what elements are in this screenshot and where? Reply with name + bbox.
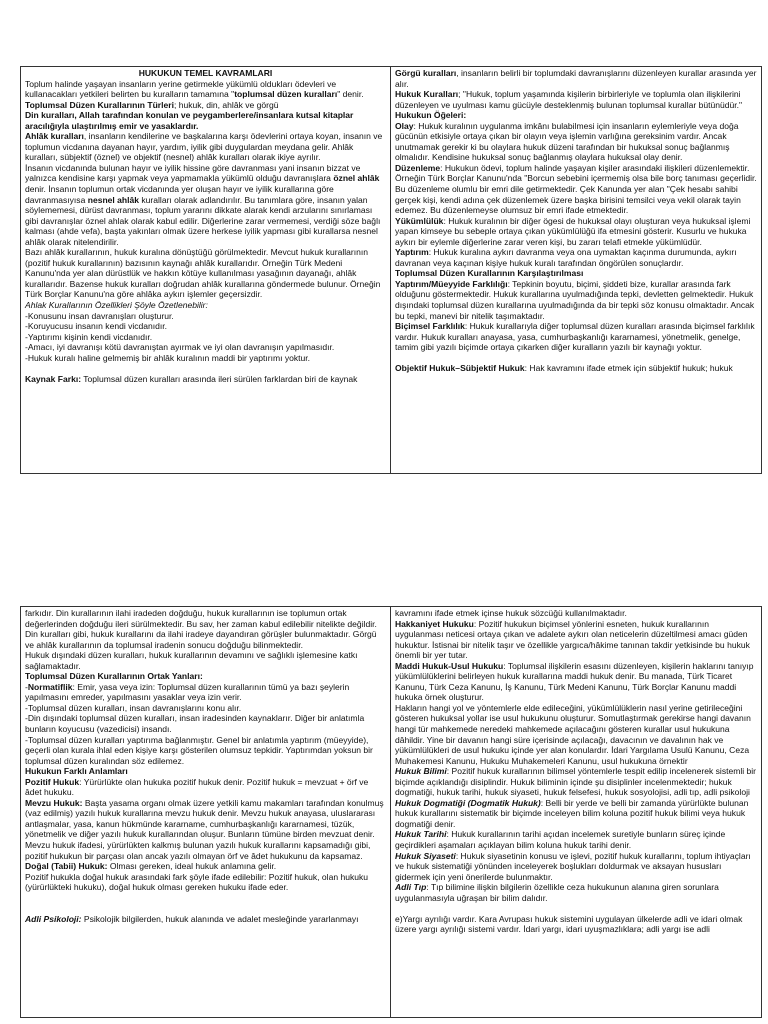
paragraph [395, 829, 757, 850]
bold-term: Yaptırım [395, 247, 429, 258]
text-run: : Hukuk kuralının bir diğer ögesi de hukuksal olayı oluşturan veya hukuksal işlemi yapan kimseye bu sebeple ortaya çıkan yükümlülüğü ifa etmesini gösterir. Kusurlu ve hukuka aykırı bir eylemle diğerlerine zarar veren kişi, bu zararı telafi etmekle yükümlüdür. [395, 215, 751, 247]
paragraph [395, 163, 757, 216]
text-run: -Din dışındaki toplumsal düzen kuralları, insan iradesinden kaynaklarır. Diğer bir anlatımla bunların koyucusu (vazedicisi) insandı. [25, 713, 365, 735]
document-title [25, 68, 386, 79]
paragraph [25, 703, 386, 714]
paragraph [395, 216, 757, 248]
bold-term: nesnel ahlâk [87, 194, 140, 205]
paragraph [25, 798, 386, 861]
bold-term: Ahlâk kuralları [25, 131, 84, 142]
text-run: : Pozitif hukukun biçimsel yönlerini esneten, hukuk kurallarının uygulanması neticesi ortaya çıkan ve adalete aykırı olan neticelerin düzeltilmesi amacı güden hukuktur. İstisnai bir nitelik taşır ve özellikle yargıca/hâkime tanınan takdir yetkisinde bu hukuk önemli bir yer tutar. [395, 618, 750, 661]
paragraph [25, 608, 386, 650]
text-run: ; hukuk, din, ahlâk ve görgü [173, 99, 279, 110]
paragraph [395, 279, 757, 321]
text-run: : Hukuk siyasetinin konusu ve işlevi, pozitif hukuk kurallarını, toplum ihtiyaçları ve hukuk sistematiği yönünden inceleyerek boşlukları doldurmak ve aksayan hususları gidermek için yeni önerilerde bulunmaktır. [395, 850, 751, 882]
text-run: Başta yasama organı olmak üzere yetkili kamu makamları tarafından konulmuş (vaz edilmiş) yazılı hukuk kurallarına mevzu hukuk denir. Mevzu hukuk anayasa, uluslararası antlaşmalar, yasa, kanun hükmünde kararname, cumhurbaşkanlığı kararnamesi, tüzük, yönetmelik ve diğer yazılı hukuk kurallarından oluşur. Bunların tümüne birden mevzuat denir. Mevzu hukuk ifadesi, yürürlükten kalkmış bulunan yazılı hukuk kurallarını kapsamadığı gibi, pozitif hukukun bir parçası olan ancak yazılı olmayan örf ve âdet hukukunu da kapsamaz. [25, 797, 384, 861]
paragraph [395, 89, 757, 110]
paragraph [395, 914, 757, 935]
paragraph [395, 608, 757, 619]
paragraph [25, 766, 386, 777]
text-run: Hakların hangi yol ve yöntemlerle elde edileceğini, yükümlülüklerin nasıl yerine getirileceğini gösteren hukuksal yollar ise usul hukukunu oluşturur. Somutlaştırmak gerekirse hangi davanın hangi tür mahkemede neredeki mahkemede açılacağını gösteren kurallar usul hukukuna dâhildir. Yine bir davanın hangi süre içerisinde açılacağı, davacının ve davalının hak ve yükümlülükleri de usul hukuku içinde yer alan konulardır. İdari Yargılama Usulü Kanunu, Ceza Muhakemesi Kanunu, Hukuku Muhakemeleri Kanunu, usul hukukuna örnektir [395, 702, 751, 766]
bold-term: Maddi Hukuk-Usul Hukuku [395, 660, 504, 671]
text-run: denir. İnsanın toplumun ortak vicdanında yer oluşan hayır ve iyilik kurallarına göre davranmasıyısa [25, 184, 334, 205]
paragraph [25, 131, 386, 163]
bold-term: Hukuk Tarihi [395, 829, 447, 840]
text-run: , insanların belirli bir toplumdaki davranışlarını düzenleyen kurallar arasında yer alır. [395, 68, 757, 89]
paragraph [25, 342, 386, 353]
paragraph-spacer [25, 363, 386, 374]
bold-term: Doğal (Tabii) Hukuk: [25, 861, 108, 872]
paragraph [25, 247, 386, 300]
paragraph [395, 851, 757, 883]
text-run: -Toplumsal düzen kuralları yaptırıma bağlanmıştır. Genel bir anlatımla yaptırım (müeyyide), geçerli olan kurala ihlal eden kişiye karşı gösterilen olumsuz tepkidir. Yaptırımdan yoksun bir toplumsal düzen kuralından söz edilemez. [25, 734, 373, 766]
text-run: " denir. [337, 89, 364, 100]
text-run: Toplum halinde yaşayan insanların yerine getirmekle yükümlü oldukları ödevleri ve kullanacakları yetkileri belirten bu kuralların tamamına " [25, 78, 337, 100]
bold-term: Kaynak Farkı: [25, 373, 82, 384]
bold-term: Görgü kuralları [395, 68, 457, 78]
paragraph [25, 332, 386, 343]
italic-text: Ahlak Kurallarının Özellikleri Şöyle Özetlenebilir: [25, 300, 208, 311]
paragraph [395, 268, 757, 279]
bold-term: Adli Tıp [395, 882, 427, 893]
text-run: -Amacı, iyi davranışı kötü davranıştan ayırmak ve iyi olan davranışın yapılmasıdır. [25, 342, 335, 353]
bold-term: Hukuk Dogmatiği (Dogmatik Hukuk) [395, 797, 541, 808]
text-run: -Toplumsal düzen kuralları, insan davranışlarını konu alır. [25, 702, 242, 713]
bold-term: Yükümlülük [395, 215, 444, 226]
text-run: - [25, 681, 28, 692]
paragraph [25, 374, 386, 385]
page-1-left-column [21, 67, 391, 473]
text-run: : Hukuk kurallarıyla diğer toplumsal düzen kuralları arasında biçimsel farklılık vardır. Hukuk kuralları anayasa, yasa, cumhurbaşkanlığı kararnamesi, yönetmelik, genelge, tamim gibi yazılı biçimde ortaya çıkarken diğer kuralların yazılı bir kaynağı yoktur. [395, 321, 755, 353]
text-run: : Emir, yasa veya izin: Toplumsal düzen kurallarının tümü ya bazı şeylerin yapılmasını emreder, yapılmasını yasaklar veya izin verir. [25, 681, 350, 703]
text-run: : Tıp bilimine ilişkin bilgilerin özellikle ceza hukukunun alanına giren sorunlara uygulanmasıyla uğraşan bir bilim dalıdır. [395, 882, 719, 903]
bold-term: toplumsal düzen kuralları [234, 89, 338, 100]
text-run: -Hukuk kuralı haline gelmemiş bir ahlâk kuralının maddi bir yaptırımı yoktur. [25, 352, 311, 363]
paragraph [25, 713, 386, 734]
bold-term: öznel ahlâk [333, 173, 380, 184]
text-run: İnsanın vicdanında bulunan hayır ve iyilik hissine göre davranması yani insanın bizzat ve yalnızca kendisine karşı yapmak veya yapmamakla yükümlü olduğu davranışlara [25, 162, 361, 184]
paragraph [395, 798, 757, 830]
paragraph [395, 247, 757, 268]
text-run: : Tepkinin boyutu, biçimi, şiddeti bize, kurallar arasında fark olduğunu göstermektedir. Hukuk kurallarına uyulmadığında tepki, devletten gelmektedir. Hukuk dışındaki toplumsal düzen kurallarına uyulmadığında da bir tepki söz konusu olmaktadır. Ancak bu tepki, manevi bir nitelik taşımaktadır. [395, 278, 755, 321]
paragraph [395, 703, 757, 766]
text-run: farkıdır. Din kurallarının ilahi iradeden doğduğu, hukuk kurallarının ise toplumun ortak değerlerinden doğduğu ileri sürülmektedir. Bu sav, her zaman kabul edilebilir nitelikte değildir. Din kuralları gibi, hukuk kurallarını da ilahi iradeye dayandıran görüşler bulunmaktadır. Görgü ve ahlâk kurallarının da toplumsal iradenin sonucu doğduğu bilinmektedir. [25, 608, 377, 650]
text-run: Olması gereken, ideal hukuk anlamına gelir. [107, 861, 277, 872]
paragraph [25, 861, 386, 872]
paragraph [25, 321, 386, 332]
bold-term: Olay [395, 120, 414, 131]
paragraph [25, 110, 386, 131]
paragraph [25, 300, 386, 311]
text-run: : Hukuk kuralına aykırı davranma veya ona uymaktan kaçınma durumunda, aykırı davranan veya kaçınan kişiye hukuk kuralı tarafından öngörülen sonuçlardır. [395, 247, 737, 268]
bold-term: Objektif Hukuk–Sübjektif Hukuk [395, 363, 525, 374]
bold-term: Hukukun Farklı Anlamları [25, 766, 128, 777]
bold-term: Biçimsel Farklılık [395, 321, 465, 332]
paragraph [395, 321, 757, 353]
page-2-right-column [391, 607, 761, 1017]
paragraph [395, 882, 757, 903]
text-run: Pozitif hukukla doğal hukuk arasındaki fark şöyle ifade edilebilir: Pozitif hukuk, olan hukuku (yürürlükteki hukuku), doğal hukuk olması gereken hukuku ifade eder. [25, 871, 369, 893]
page-2-table [20, 606, 762, 1018]
text-run: : Hukuk kuralının uygulanma imkânı bulabilmesi için insanların eylemleriyle veya doğa gücünün etkisiyle ortaya çıkan bir olayın veya işlemin varlığına gereksinim vardır. Ancak unutmamak gerekir ki bu olaylara hukuk düzeni tarafından bir hukuksal sonuç bağlanmış olmalıdır. Kendisine hukuksal sonuç bağlanmış olaylara hukuksal olay denir. [395, 120, 739, 163]
paragraph [25, 311, 386, 322]
paragraph [25, 735, 386, 767]
text-run: -Konusunu insan davranışları oluşturur. [25, 310, 174, 321]
text-run: kavramını ifade etmek içinse hukuk sözcüğü kullanılmaktadır. [395, 608, 627, 618]
text-run: Bazı ahlâk kurallarının, hukuk kuralına dönüştüğü görülmektedir. Mevcut hukuk kurallarının (pozitif hukuk kurallarının) bazısının kaynağı ahlâk kurallarıdır. Örneğin Türk Medeni Kanunu'nda yer alan dürüstlük ve hakkın kötüye kullanılması yasağının dayanağı, ahlâk kurallarıdır. Bazense hukuk kuralları doğrudan ahlâk kurallarına göndermede bulunur. Örneğin Türk Borçlar Kanunu'na göre ahlâka aykırı işlemler geçersizdir. [25, 247, 381, 300]
text-run: : Hak kavramını ifade etmek için sübjektif hukuk; hukuk [524, 363, 733, 374]
paragraph [395, 766, 757, 798]
text-run: ; "Hukuk, toplum yaşamında kişilerin birbirleriyle ve toplumla olan ilişkilerini düzenleyen ve uyulması kamu gücüyle desteklenmiş bulunan toplumsal kurallar bütünüdür." [395, 89, 743, 110]
page-2-left-column [21, 607, 391, 1017]
text-run: Hukuk dışındaki düzen kuralları, hukuk kurallarının devamını ve sağlıklı işlemesine katkı sağlamaktadır. [25, 650, 358, 671]
text-run: : Hukukun ödevi, toplum halinde yaşayan kişiler arasındaki ilişkileri düzenlemektir. Örneğin Türk Borçlar Kanunu'nda "Borcun sebebini içermemiş olsa bile borç tanıması geçerlidir. Bu düzenleme olumlu bir emri dile getirmektedir. Çek Kanunda yer alan "Çek hesabı sahibi gerçek kişi, kendi adına çek düzenlemek üzere başka birisini temsilci veya vekil olarak tayin edemez. Bu düzenlemeyse olumsuz bir emri ifade etmektedir. [395, 162, 757, 216]
text-run: : Hukuk kurallarının tarihi açıdan incelemek suretiyle bunların süreç içinde geçirdikleri aşamaları açıklayan bilim koluna hukuk tarihi denir. [395, 829, 726, 851]
bold-term: Hukuk Kuralları [395, 89, 459, 100]
paragraph [395, 619, 757, 661]
paragraph [395, 363, 757, 374]
paragraph [25, 163, 386, 247]
paragraph [395, 661, 757, 703]
paragraph [25, 100, 386, 111]
bold-term: Toplumsal Düzen Kurallarının Türleri [25, 99, 174, 110]
paragraph-spacer [395, 353, 757, 364]
bold-term: Hukukun Öğeleri: [395, 110, 467, 121]
bold-term: Normatiflik [27, 681, 73, 692]
text-run: , insanların kendilerine ve başkalarına karşı ödevlerini ortaya koyan, insanın ve toplumun vicdanına dayanan hayır, yardım, iyilik gibi duygulardan meydana gelir. Ahlâk kuralları, sübjektif (öznel) ve objektif (nesnel) ahlâk kuralları olarak ikiye ayrılır. [25, 131, 383, 163]
paragraph [395, 68, 757, 89]
text-run: -Yaptırımı kişinin kendi vicdanıdır. [25, 331, 153, 342]
text-run: Toplumsal düzen kuralları arasında ileri sürülen farklardan biri de kaynak [81, 373, 358, 384]
text-run: : Toplumsal ilişkilerin esasını düzenleyen, kişilerin haklarını tanıyıp yükümlülüklerini belirleyen hukuk kurallarına maddi hukuk denir. Bu manada, Türk Ticaret Kanunu, Türk Ceza Kanunu, İş Kanunu, Türk Medeni Kanunu, Türk Borçlar Kanunu maddi hukuka örnek oluşturur. [395, 660, 754, 703]
text-run: kuralları olarak adlandırılır. Bu tanımlara göre, insanın yalan söylememesi, dürüst davranması, toplum yararını dikkate alarak kendi arzularını sınırlaması gibi davranışlar öznel ahlak olarak kabul edilir. Diğerlerine zarar vermemesi, verdiği söze bağlı kalması (ahde vefa), başta yakınları olmak üzere herkese iyilik yapması gibi kurallarsa nesnel ahlâk olarak nitelendirilir. [25, 194, 381, 247]
paragraph-spacer [25, 903, 386, 914]
bold-term: Hukuk Siyaseti [395, 850, 456, 861]
text-run: : Belli bir yerde ve belli bir zamanda yürürlükte bulunan hukuk kurallarını sistematik bir biçimde inceleyen bilim koluna pozitif hukuk bilimi veya hukuk dogmatiği denir. [395, 797, 749, 829]
bold-term: Hukuk Bilimi [395, 766, 447, 777]
paragraph [25, 914, 386, 925]
bold-term: Pozitif Hukuk [25, 776, 80, 787]
bold-term: Din kuralları, Allah tarafından konulan ve peygamberlere/insanlara kutsal kitaplar aracılığıyla ulaştırılmış emir ve yasaklardır. [25, 110, 354, 131]
bold-term: Hakkaniyet Hukuku [395, 618, 474, 629]
paragraph [25, 872, 386, 893]
paragraph [25, 79, 386, 100]
paragraph [395, 110, 757, 121]
paragraph [25, 777, 386, 798]
paragraph [25, 682, 386, 703]
bold-term: Düzenleme [395, 162, 441, 173]
paragraph [25, 353, 386, 364]
text-run: Psikolojik bilgilerden, hukuk alanında ve adalet mesleğinde yararlanmayı [81, 913, 359, 924]
paragraph [25, 671, 386, 682]
bold-term: Toplumsal Düzen Kurallarının Karşılaştırılması [395, 268, 584, 279]
paragraph [395, 121, 757, 163]
paragraph-spacer [395, 903, 757, 914]
page-1-table [20, 66, 762, 474]
text-run: : Pozitif hukuk kurallarının bilimsel yöntemlerle tespit edilip incelenerek sistemli bir biçimde açıklandığı disiplindir. Hukuk biliminin içinde şu disiplinler incelenmektedir; hukuk dogmatiği, hukuk tarihi, hukuk siyaseti, hukuk felsefesi, hukuk sosyolojisi, adli tıp, adli psikoloji [395, 766, 757, 798]
bold-term: Adli Psikoloji: [25, 913, 82, 924]
bold-term: Toplumsal Düzen Kurallarının Ortak Yanları: [25, 671, 203, 682]
paragraph [25, 650, 386, 671]
text-run: -Koruyucusu insanın kendi vicdanıdır. [25, 321, 168, 332]
text-run: e)Yargı ayrılığı vardır. Kara Avrupası hukuk sistemini uygulayan ülkelerde adli ve idari olmak üzere yargı ayrılığı sistemi vardır. İdari yargı, idari uyuşmazlıklara; adli yargı ise adli [395, 913, 743, 935]
paragraph-spacer [25, 893, 386, 904]
page-1-right-column [391, 67, 761, 473]
bold-term: Mevzu Hukuk: [25, 797, 83, 808]
text-run: HUKUKUN TEMEL KAVRAMLARI [138, 68, 273, 78]
bold-term: Yaptırım/Müeyyide Farklılığı [395, 278, 508, 289]
text-run: : Yürürlükte olan hukuka pozitif hukuk denir. Pozitif hukuk = mevzuat + örf ve âdet hukuku. [25, 776, 369, 798]
